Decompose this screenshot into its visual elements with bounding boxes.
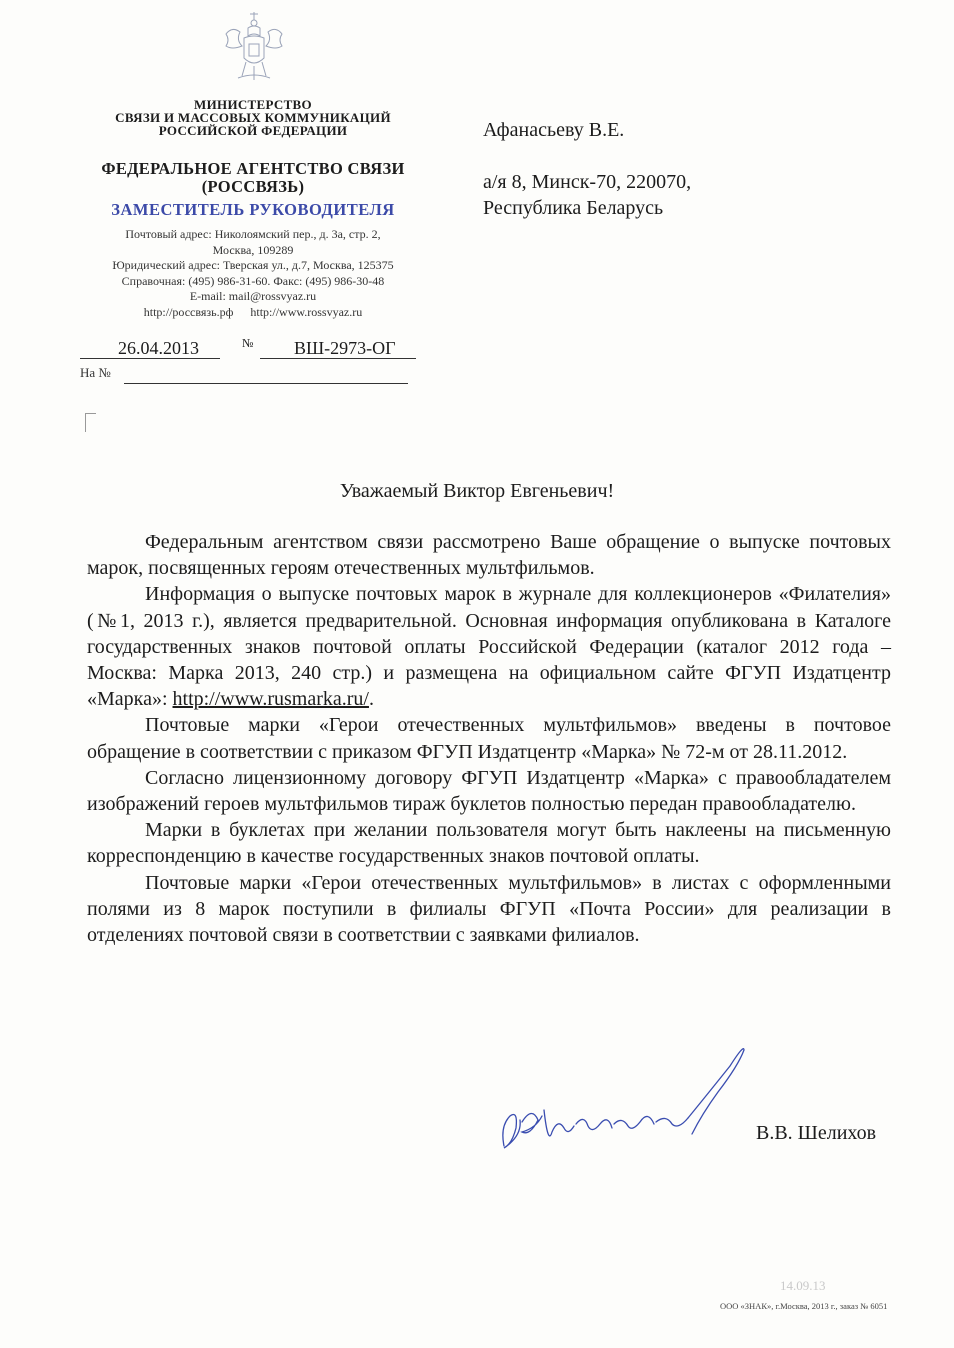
address-line: Юридический адрес: Тверская ул., д.7, Москва, 125375: [112, 258, 394, 272]
address-line: Почтовый адрес: Николоямский пер., д. 3а, стр. 2,: [125, 227, 381, 241]
ministry-line: СВЯЗИ И МАССОВЫХ КОММУНИКАЦИЙ: [115, 110, 391, 125]
body-paragraph: Почтовые марки «Герои отечественных мультфильмов» в листах с оформленными полями из 8 марок поступили в филиалы ФГУП «Почта России» для реализации в отделениях почтовой связи в соответствии с заявками филиалов.: [87, 871, 891, 947]
website-link[interactable]: http://россвязь.рф: [143, 305, 234, 319]
reply-to-field: [80, 365, 410, 381]
number-sign: №: [242, 336, 254, 350]
agency-title: [78, 160, 428, 196]
address-line: Москва, 109289: [212, 242, 294, 257]
address-corner-mark: [85, 413, 96, 432]
body-paragraph: Согласно лицензионному договору ФГУП Издатцентр «Марка» с правообладателем изображений героев мультфильмов тираж буклетов полностью передан правообладателю.: [87, 766, 891, 816]
address-line: E-mail: mail@rossvyaz.ru: [189, 289, 317, 303]
document-date-number: [80, 338, 420, 364]
agency-line: ФЕДЕРАЛЬНОЕ АГЕНТСТВО СВЯЗИ: [101, 159, 405, 178]
rusmarka-link[interactable]: http://www.rusmarka.ru/: [172, 688, 369, 711]
body-paragraph: Марки в буклетах при желании пользователя могут быть наклеены на письменную корреспонденцию в качестве государственных знаков почтовой оплаты.: [87, 819, 891, 868]
website-links: [78, 305, 428, 320]
contact-block: [78, 227, 428, 305]
body-paragraph: [87, 581, 891, 712]
body-paragraph: Федеральным агентством связи рассмотрено Ваше обращение о выпуске почтовых марок, посвященных героям отечественных мультфильмов.: [87, 531, 891, 580]
recipient-address-line: Республика Беларусь: [483, 197, 664, 219]
reply-to-line: [124, 383, 408, 384]
paragraph-text: Информация о выпуске почтовых марок в журнале для коллекционеров «Филателия» (№1, 2013 г.), является предварительной. Основная информация опубликована в Каталоге государственных знаков почтовой оплаты Российской Федерации (каталог 2012 года – Москва: Марка 2013, 240 стр.) и размещена на официальном сайте ФГУП Издатцентр «Марка»:: [87, 583, 891, 711]
ministry-title: [78, 98, 428, 137]
reply-to-label: На №: [80, 365, 111, 380]
website-link[interactable]: http://www.rossvyaz.ru: [250, 305, 363, 319]
letter-body: [87, 529, 891, 948]
body-paragraph: Почтовые марки «Герои отечественных мультфильмов» введены в почтовое обращение в соответствии с приказом ФГУП Издатцентр «Марка» № 72-м от 28.11.2012.: [87, 714, 891, 763]
printer-footer: ООО «ЗНАК», г.Москва, 2013 г., заказ № 6051: [720, 1301, 888, 1311]
position-title: ЗАМЕСТИТЕЛЬ РУКОВОДИТЕЛЯ: [111, 200, 395, 219]
link-trailing-dot: .: [368, 688, 374, 711]
ministry-line: МИНИСТЕРСТВО: [194, 97, 312, 112]
recipient-address-line: а/я 8, Минск-70, 220070,: [483, 171, 692, 193]
address-line: Справочная: (495) 986-31-60. Факс: (495) 986-30-48: [121, 273, 385, 288]
recipient-address: [483, 169, 691, 221]
signer-name: В.В. Шелихов: [756, 1122, 877, 1144]
document-date: 26.04.2013: [118, 338, 199, 358]
document-number: ВШ-2973-ОГ: [294, 338, 396, 358]
agency-line: (РОССВЯЗЬ): [201, 177, 305, 196]
greeting: Уважаемый Виктор Евгеньевич!: [339, 480, 615, 502]
faded-stamp: 14.09.13: [780, 1278, 826, 1293]
ministry-line: РОССИЙСКОЙ ФЕДЕРАЦИИ: [158, 123, 348, 138]
handwritten-signature: [492, 1036, 762, 1161]
coat-of-arms-emblem: [218, 6, 290, 86]
recipient-name: Афанасьеву В.Е.: [483, 119, 625, 141]
